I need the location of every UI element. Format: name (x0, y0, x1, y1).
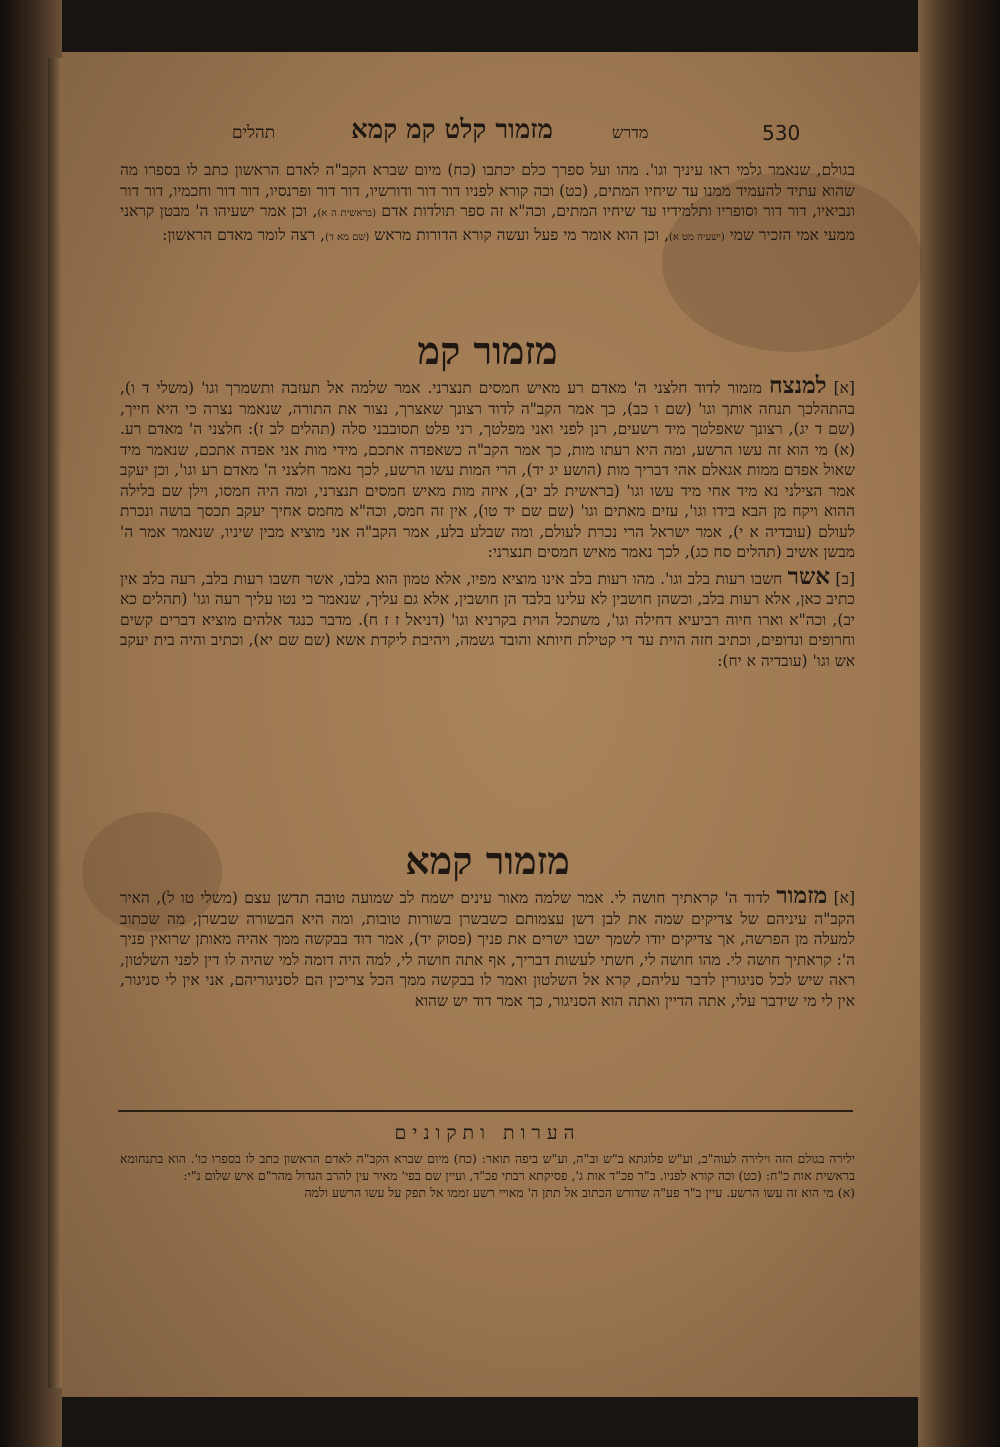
header-book: תהלים (232, 123, 276, 143)
section-title-psalm-141: מזמור קמא (405, 838, 570, 883)
paragraph-text: חשבו רעות בלב וגו'. מהו רעות בלב אינו מוציא מפיו, אלא טמון הוא בלבו, אשר חשבו רעות בלב, רעה בלב אין כתיב כאן, אלא רעות בלב, וכשהן חושבין לא עלינו בלבד הן חושבין, אלא גם עליך, שנאמר כי נטו עליך רעה וגו' (תהלים כא יב), וכה"א וארו חיוה רביעיא דחילה וגו', משתכל הוית בקרניא וגו' (דניאל ז ז ח). מדבר כנגד אלהים מוציא דברים קשים וחרופים ונדופים, וכתיב חזה הוית עד די קטילת חיותא והובד גשמה, ויהיבת ליקדת אשא (שם שם יא), וכתיב והיה בית יעקב אש וגו' (עובדיה א יח): (120, 569, 855, 670)
paragraph-marker: [א] (833, 379, 855, 397)
lead-word: אשר (787, 562, 830, 590)
book-page (62, 52, 920, 1397)
paragraph-text: לדוד ה' קראתיך חושה לי. אמר שלמה מאור עינים ישמח לב שמועה טובה תדשן עצם (משלי טו ל), האיר הקב"ה עיניהם של צדיקים שמה את לבן דשן עצמותם כשבשרן בשורות טובות, ומה היא הבשורה שבשרן, מה שכתוב למעלה מן הפרשה, אך צדיקים יודו לשמך ישבו ישרים את פניך (פסוק יד), אמר דוד בבקשה ממך אהיה מאותן שרואין פניך ה': קראתיך חושה לי. מהו חושה לי, חשתי לעשות דבריך, אף אתה חושה לי, למה היה דומה למי שהיה לו דין לפני השלטון, ראה שיש לכל סניגורין לדבר עליהם, קרא אל השלטון ואמר לו בבקשה ממך הכל צריכין הם לסניגוריהם, אני אין לי סניגור, אין לי מי שידבר עלי, אתה הדיין ואתה הוא הסניגור, כך אמר דוד יש שהוא (120, 889, 856, 1010)
paragraph-marker: [ב] (835, 569, 855, 588)
paragraph-marker: [א] (833, 889, 855, 907)
paragraph-1 (120, 882, 856, 1011)
notes-body (120, 1150, 855, 1201)
paragraph-text: מזמור לדוד חלצני ה' מאדם רע מאיש חמסים תנצרני. אמר שלמה אל תעזבה ותשמרך וגו' (משלי ד ו), בהתהלכך תנחה אותך וגו' (שם ו כב), כך אמר הקב"ה לדוד רצונך שאצרך, נצור את התורה, שנאמר נצרה כי היא חייך, (שם ד יג), רצונך שאפלטך מיד רשעים, רנן לפני ואני מפלטך, רני פלט תסובבני סלה (תהלים לב ז): חלצני ה' מאדם רע. (א) מי הוא זה עשו הרשע, ומה היא רעתו מות, כך אמר הקב"ה כשאפדה אתכם, מידי מות אני אפדה אתכם, שנאמר מיד שאול אפדם ממות אגאלם אהי דבריך מות (הושע יג יד), הרי המות עשו הרשע, לכך נאמר חלצני ה' מאדם רע וגו', וכן יעקב אמר הצילני נא מיד אחי מיד עשו וגו' (בראשית לב יב), איזה מות מאיש חמסים תנצרני, ומה היה חמסו, וילן שם בלילה ההוא ויקח מן הבא בידו וגו', עזים מאתים וגו' (שם שם יד טו), אין זה חמס, וכה"א מחמס אחיך יעקב תכסך בושה ונכרת לעולם (עובדיה א י), אמר ישראל הרי נכרת לעולם, ומה שבלע בלע, אמר הקב"ה אני מוציא מבין שיניו, שנאמר אמר ה' מבשן אשיב (תהלים סח כג), לכך נאמר מאיש חמסים תנצרני: (120, 379, 855, 561)
header-midrash: מדרש (612, 123, 649, 142)
paragraph-2 (120, 562, 855, 672)
lead-word: מזמור (776, 882, 828, 909)
page-number: 530 (762, 121, 801, 145)
psalm-140-body (120, 372, 855, 671)
intro-text: בגולם, שנאמר גלמי ראו עיניך וגו'. מהו ועל ספרך כלם יכתבו (כח) מיום שברא הקב"ה לאדם הראשון כתב לו בספרו מה שהוא עתיד להעמיד ממנו עד שיחיו המתים, (כט) וכה קורא לפניו דור דור ודורשיו, דור דור ופרנסיו, דור דור וחכמיו, דור דור ונביאיו, דור דור וסופריו ותלמידיו עד שיחיו המתים, וכה"א זה ספר תולדות אדם (120, 161, 855, 220)
footnote-divider (118, 1110, 853, 1112)
page-header (62, 115, 920, 158)
section-title-psalm-140: מזמור קמ (417, 328, 558, 373)
book-binding-right (918, 0, 1000, 1447)
note-line: ילירה בגולם הזה וילירה לעוה"ב, וע"ש פלוגתא ב"ש וב"ה, וע"ש ביפה תואר: (כח) מיום שברא הקב"ה לאדם הראשון כתב לו בספרו כו'. הוא בתנחומא בראשית אות כ"ח: (כט) וכה קורא לפניו. ב"ר פכ"ד אות ג', פסיקתא רבתי פכ"ד, ועיין שם בפי' מאיר עין להרב הגדול מהר"ם איש שלום נ"י: (120, 1151, 855, 1183)
intro-text: , וכן אמר ישעיהו ה' מבטן קראני ממעי אמי הזכיר שמי (120, 202, 855, 244)
intro-text: , רצה לומר מאדם הראשון: (162, 225, 326, 244)
citation: (ישעיה מט א) (668, 231, 725, 243)
psalm-141-body (120, 882, 856, 1011)
citation: (בראשית ה א) (317, 208, 376, 219)
header-title: מזמור קלט קמ קמא (351, 115, 553, 145)
notes-title: הערות ותקונים (394, 1122, 581, 1144)
lead-word: למנצח (768, 372, 827, 399)
intro-text: , וכן הוא אומר מי פעל ועשה קורא הדורות מראש (374, 225, 669, 244)
paragraph-1 (120, 372, 855, 563)
citation: (שם מא ד) (325, 231, 370, 243)
page-edge (48, 58, 62, 1388)
note-line: (א) מי הוא זה עשו הרשע. עיין ב"ר פע"ה שדורש הכתוב אל תתן ה' מאויי רשע זממו אל תפק על עשו הרשע ולמה (304, 1185, 855, 1200)
intro-paragraph (120, 160, 855, 248)
